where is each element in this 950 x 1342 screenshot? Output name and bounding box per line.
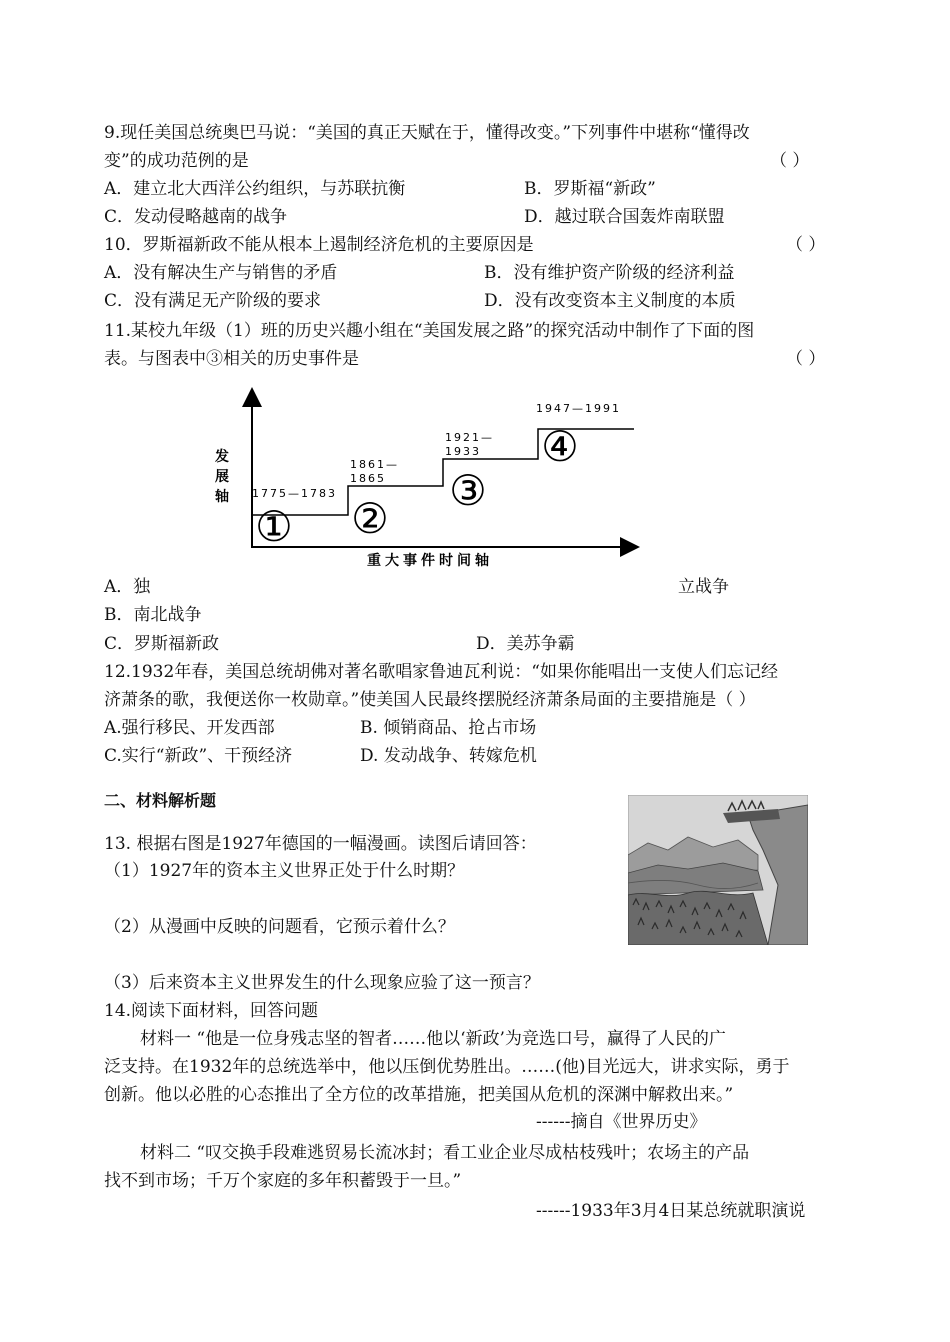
q12-stem-line2: 济萧条的歌，我便送你一枚勋章。”使美国人民最终摆脱经济萧条局面的主要措施是（ ） (104, 690, 756, 710)
step2-period-line1: 1861— (350, 458, 399, 471)
step4-period: 1947—1991 (536, 402, 621, 415)
section-heading: 二、材料解析题 (104, 791, 217, 810)
step3-marker: ③ (449, 466, 487, 515)
step3-period-line1: 1921— (445, 431, 494, 444)
q13-sub-question-2: （2）从漫画中反映的问题看，它预示着什么？ (104, 917, 455, 937)
q10-option-d: D．没有改变资本主义制度的本质 (484, 291, 736, 311)
q12-stem-line1: 12.1932年春，美国总统胡佛对著名歌唱家鲁迪瓦利说：“如果你能唱出一支使人们忘记经 (104, 662, 778, 682)
q11-option-a-right: 立战争 (678, 577, 729, 597)
step2-period-line2: 1865 (350, 472, 386, 485)
us-development-timeline-diagram (200, 383, 650, 573)
q9-stem-line1: 9.现任美国总统奥巴马说：“美国的真正天赋在于，懂得改变。”下列事件中堪称“懂得改 (104, 123, 750, 143)
q14-material2-line2: 找不到市场；千万个家庭的多年积蓄毁于一旦。” (104, 1171, 462, 1191)
step3-period-line2: 1933 (445, 445, 481, 458)
q11-option-c: C．罗斯福新政 (104, 634, 220, 654)
q11-stem-line2: 表。与图表中③相关的历史事件是 (104, 349, 359, 369)
q14-material1-line2: 泛支持。在1932年的总统选举中，他以压倒优势胜出。……(他)目光远大，讲求实际，勇于 (104, 1057, 790, 1077)
x-axis-label: 重大事件时间轴 (367, 553, 493, 569)
q11-option-b: B．南北战争 (104, 605, 202, 625)
y-axis-label-char-3: 轴 (215, 489, 229, 505)
q13-sub-question-3: （3）后来资本主义世界发生的什么现象应验了这一预言？ (104, 973, 540, 993)
q11-option-d: D．美苏争霸 (476, 634, 575, 654)
q14-material1-line1: 材料一 “他是一位身残志坚的智者……他以‘新政’为竞选口号，赢得了人民的广 (140, 1029, 726, 1049)
q12-option-c: C.实行“新政”、干预经济 (104, 746, 293, 766)
q10-option-b: B．没有维护资产阶级的经济利益 (484, 263, 735, 283)
q9-option-b: B．罗斯福“新政” (524, 179, 656, 199)
q12-option-b: B. 倾销商品、抢占市场 (360, 718, 537, 738)
q14-stem: 14.阅读下面材料，回答问题 (104, 1001, 319, 1021)
q9-option-a: A．建立北大西洋公约组织，与苏联抗衡 (104, 179, 406, 199)
q14-material1-source: ------摘自《世界历史》 (536, 1112, 707, 1132)
q12-option-a: A.强行移民、开发西部 (104, 718, 275, 738)
step2-marker: ② (351, 494, 389, 543)
y-axis-label-char-1: 发 (215, 449, 229, 465)
q9-stem-line2: 变”的成功范例的是 (104, 151, 249, 171)
q13-stem: 13. 根据右图是1927年德国的一幅漫画。读图后请回答： (104, 834, 537, 854)
q14-material2-line1: 材料二 “叹交换手段难逃贸易长流冰封；看工业企业尽成枯枝残叶；农场主的产品 (140, 1143, 750, 1163)
q9-option-c: C．发动侵略越南的战争 (104, 207, 288, 227)
q10-answer-blank[interactable]: （ ） (786, 235, 826, 255)
q10-stem: 10．罗斯福新政不能从根本上遏制经济危机的主要原因是 (104, 235, 534, 255)
q10-option-c: C．没有满足无产阶级的要求 (104, 291, 322, 311)
q13-sub-question-1: （1）1927年的资本主义世界正处于什么时期？ (104, 861, 465, 881)
q11-stem-line1: 11.某校九年级（1）班的历史兴趣小组在“美国发展之路”的探究活动中制作了下面的图 (104, 321, 755, 341)
q10-option-a: A．没有解决生产与销售的矛盾 (104, 263, 338, 283)
q12-option-d: D. 发动战争、转嫁危机 (360, 746, 537, 766)
q14-material1-line3: 创新。他以必胜的心态推出了全方位的改革措施，把美国从危机的深渊中解救出来。” (104, 1085, 734, 1105)
step4-marker: ④ (541, 422, 579, 471)
q9-option-d: D．越过联合国轰炸南联盟 (524, 207, 725, 227)
cartoon-image (628, 795, 808, 945)
q9-answer-blank[interactable]: （ ） (770, 151, 810, 171)
step1-marker: ① (255, 502, 293, 551)
q14-material2-source: ------1933年3月4日某总统就职演说 (536, 1201, 806, 1221)
q11-answer-blank[interactable]: （ ） (786, 349, 826, 369)
q11-option-a-left: A．独 (104, 577, 151, 597)
step1-period: 1775—1783 (252, 487, 337, 500)
y-axis-label-char-2: 展 (215, 469, 229, 485)
